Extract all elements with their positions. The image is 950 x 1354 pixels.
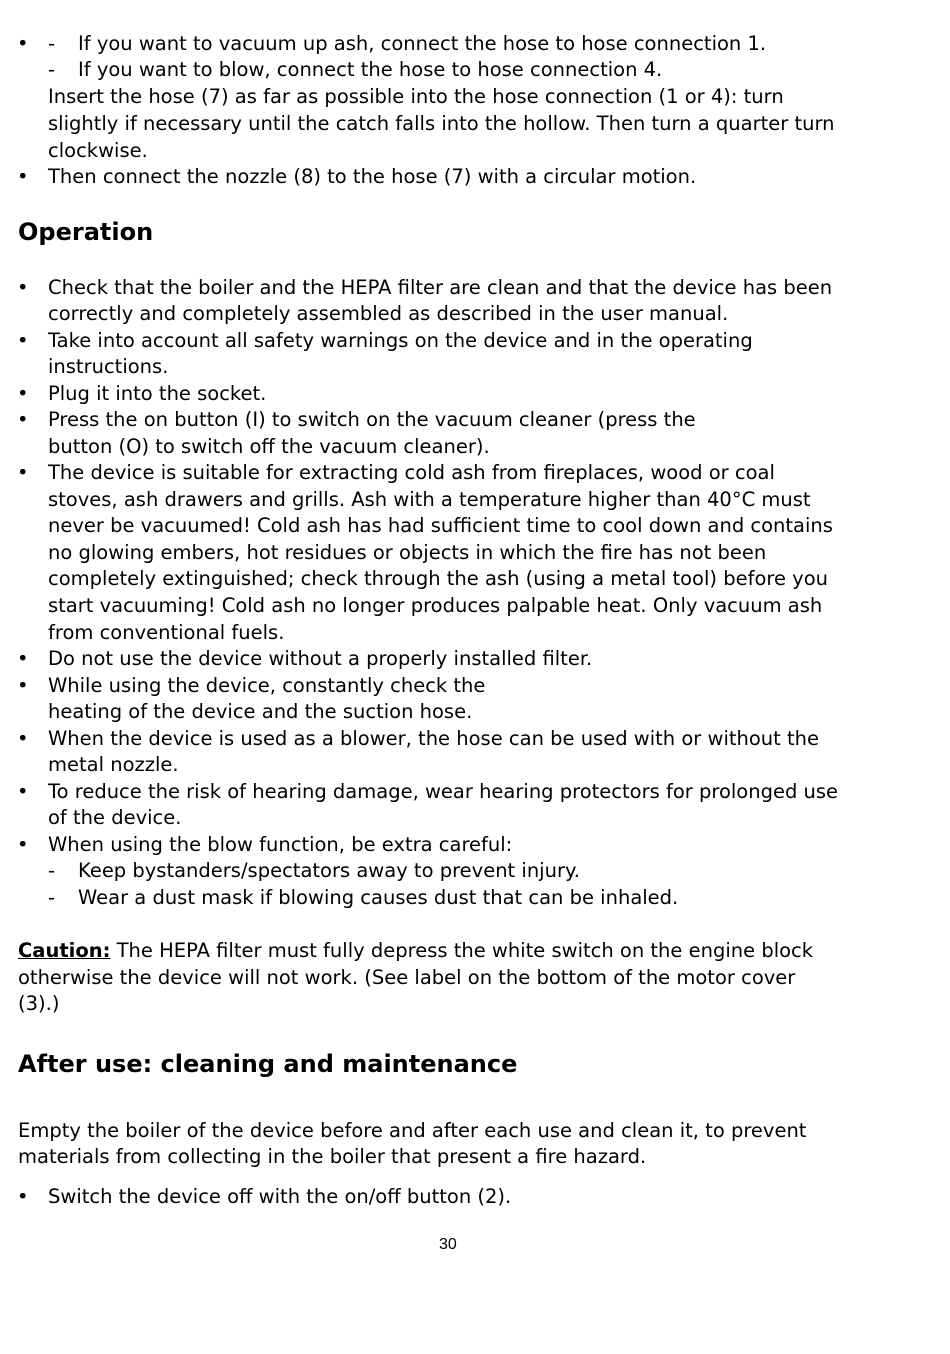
dash: - [48,886,56,909]
paragraph-line: materials from collecting in the boiler that present a fire hazard. [18,1145,647,1168]
sub-item-blow: If you want to blow, connect the hose to hose connection 4. [78,58,663,81]
caution-paragraph [18,938,813,964]
list-item-continuation: heating of the device and the suction hose. [48,700,473,723]
bullet: • [17,32,29,55]
dash: - [48,859,56,882]
bullet: • [17,833,29,856]
sub-item: Keep bystanders/spectators away to prevent injury. [78,859,580,882]
bullet: • [17,165,29,188]
list-item-continuation: start vacuuming! Cold ash no longer produces palpable heat. Only vacuum ash [48,594,823,617]
list-item-continuation: stoves, ash drawers and grills. Ash with a temperature higher than 40°C must [48,488,811,511]
caution-text-line: otherwise the device will not work. (See label on the bottom of the motor cover [18,966,796,989]
bullet: • [17,1185,29,1208]
sub-item-vacuum: If you want to vacuum up ash, connect the hose to hose connection 1. [78,32,767,55]
list-item: Do not use the device without a properly installed filter. [48,647,593,670]
dash: - [48,32,56,55]
list-item: To reduce the risk of hearing damage, wear hearing protectors for prolonged use [48,780,839,803]
bullet: • [17,461,29,484]
bullet: • [17,727,29,750]
section-heading-operation: Operation [18,218,154,246]
bullet: • [17,674,29,697]
page-number: 30 [439,1236,457,1253]
list-item: When using the blow function, be extra careful: [48,833,513,856]
list-item: Switch the device off with the on/off button (2). [48,1185,512,1208]
list-item-continuation: correctly and completely assembled as described in the user manual. [48,302,729,325]
text-line: Insert the hose (7) as far as possible into the hose connection (1 or 4): turn [48,85,784,108]
bullet: • [17,408,29,431]
bullet: • [17,647,29,670]
list-item: When the device is used as a blower, the hose can be used with or without the [48,727,820,750]
text-line: slightly if necessary until the catch falls into the hollow. Then turn a quarter turn [48,112,835,135]
dash: - [48,58,56,81]
list-item-continuation: instructions. [48,355,169,378]
list-item: Take into account all safety warnings on the device and in the operating [48,329,753,352]
bullet: • [17,329,29,352]
list-item-continuation: button (O) to switch off the vacuum cleaner). [48,435,490,458]
bullet: • [17,382,29,405]
list-item-continuation: completely extinguished; check through the ash (using a metal tool) before you [48,567,828,590]
list-item-continuation: no glowing embers, hot residues or objects in which the fire has not been [48,541,767,564]
list-item-continuation: metal nozzle. [48,753,179,776]
text-line: clockwise. [48,139,148,162]
list-item-continuation: never be vacuumed! Cold ash has had sufficient time to cool down and contains [48,514,833,537]
caution-label: Caution: [18,939,111,962]
list-item-continuation: from conventional fuels. [48,621,285,644]
list-item: Then connect the nozzle (8) to the hose (7) with a circular motion. [48,165,697,188]
caution-text-line: (3).) [18,992,60,1015]
paragraph-line: Empty the boiler of the device before and after each use and clean it, to prevent [18,1119,807,1142]
list-item-continuation: of the device. [48,806,182,829]
sub-item: Wear a dust mask if blowing causes dust that can be inhaled. [78,886,679,909]
caution-text: The HEPA filter must fully depress the white switch on the engine block [110,939,814,962]
list-item: While using the device, constantly check the [48,674,486,697]
section-heading-after-use: After use: cleaning and maintenance [18,1050,518,1078]
bullet: • [17,276,29,299]
list-item: Press the on button (I) to switch on the vacuum cleaner (press the [48,408,696,431]
bullet: • [17,780,29,803]
list-item: The device is suitable for extracting cold ash from fireplaces, wood or coal [48,461,775,484]
list-item: Check that the boiler and the HEPA filter are clean and that the device has been [48,276,833,299]
list-item: Plug it into the socket. [48,382,267,405]
